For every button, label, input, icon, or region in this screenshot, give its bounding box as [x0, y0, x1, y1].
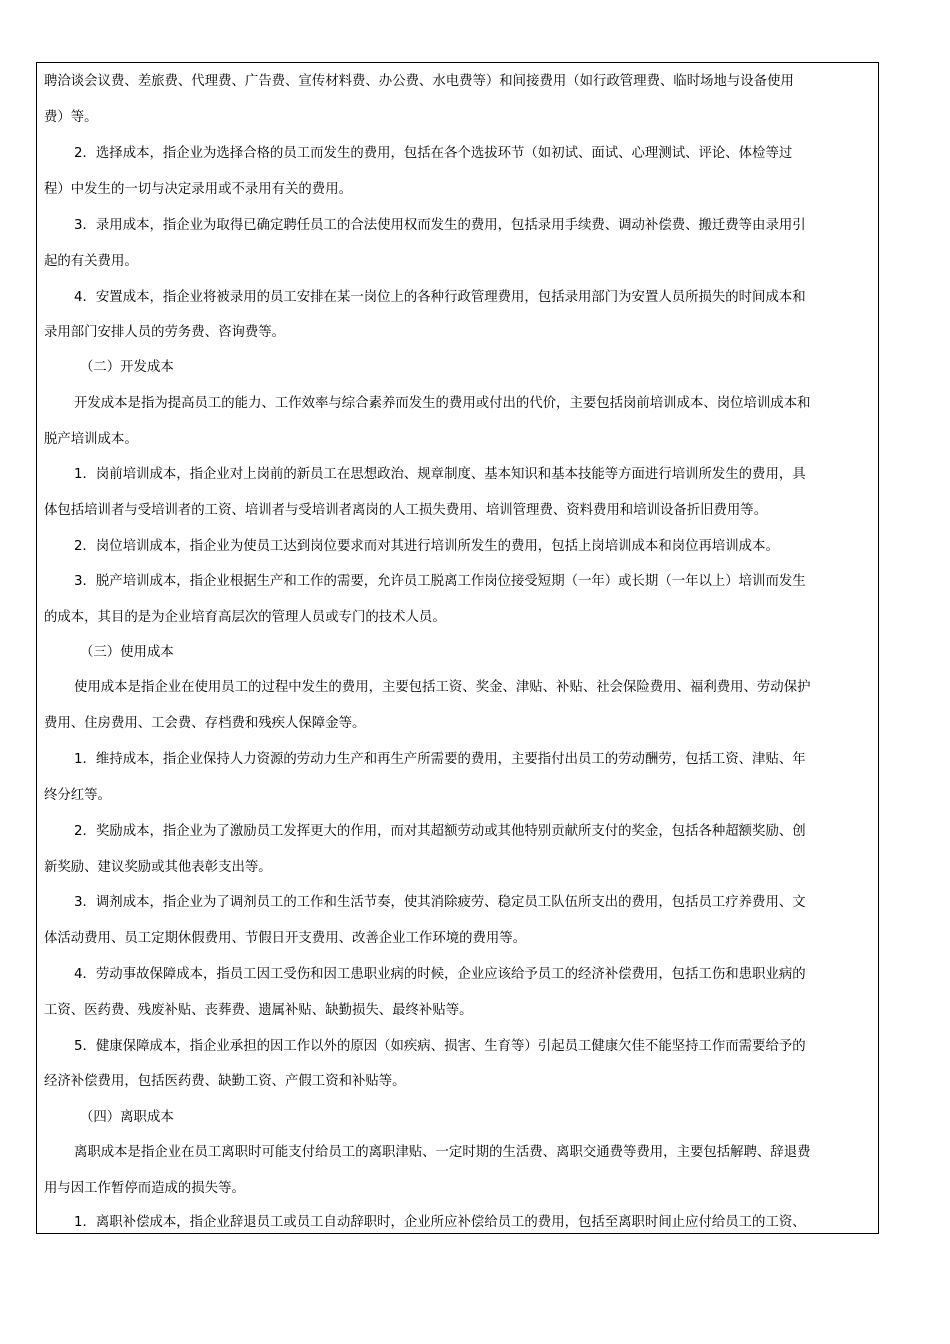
text-line: 起的有关费用。: [44, 254, 138, 269]
text-line: 费）等。: [44, 110, 98, 125]
text-line: 终分红等。: [44, 788, 111, 803]
text-line: 使用成本是指企业在使用员工的过程中发生的费用，主要包括工资、奖金、津贴、补贴、社会保险费用、福利费用、劳动保护: [74, 680, 811, 695]
text-line: 新奖励、建议奖励或其他表彰支出等。: [44, 860, 272, 875]
text-line: 录用部门安排人员的劳务费、咨询费等。: [44, 325, 286, 340]
text-line: 的成本，其目的是为企业培育高层次的管理人员或专门的技术人员。: [44, 610, 446, 625]
text-line: 脱产培训成本。: [44, 432, 138, 447]
text-line: 3．录用成本，指企业为取得已确定聘任员工的合法使用权而发生的费用，包括录用手续费、调动补偿费、搬迁费等由录用引: [74, 218, 806, 233]
text-line: 3．脱产培训成本，指企业根据生产和工作的需要，允许员工脱离工作岗位接受短期（一年）或长期（一年以上）培训而发生: [74, 574, 806, 589]
text-line: 5．健康保障成本，指企业承担的因工作以外的原因（如疾病、损害、生育等）引起员工健康欠佳不能坚持工作而需要给予的: [74, 1039, 806, 1054]
text-line: 程）中发生的一切与决定录用或不录用有关的费用。: [44, 182, 352, 197]
text-line: 2．奖励成本，指企业为了激励员工发挥更大的作用，而对其超额劳动或其他特别贡献所支付的奖金，包括各种超额奖励、创: [74, 824, 806, 839]
text-line: 体活动费用、员工定期休假费用、节假日开支费用、改善企业工作环境的费用等。: [44, 931, 527, 946]
text-line: 费用、住房费用、工会费、存档费和残疾人保障金等。: [44, 716, 366, 731]
text-line: 2．选择成本，指企业为选择合格的员工而发生的费用，包括在各个选拔环节（如初试、面试、心理测试、评论、体检等过: [74, 146, 793, 161]
section-heading: （三）使用成本: [80, 645, 174, 660]
text-line: 1．岗前培训成本，指企业对上岗前的新员工在思想政治、规章制度、基本知识和基本技能等方面进行培训所发生的费用，具: [74, 467, 806, 482]
text-line: 离职成本是指企业在员工离职时可能支付给员工的离职津贴、一定时期的生活费、离职交通费等费用，主要包括解聘、辞退费: [74, 1145, 811, 1160]
text-line: 体包括培训者与受培训者的工资、培训者与受培训者离岗的人工损失费用、培训管理费、资料费用和培训设备折旧费用等。: [44, 503, 768, 518]
text-line: 开发成本是指为提高员工的能力、工作效率与综合素养而发生的费用或付出的代价，主要包括岗前培训成本、岗位培训成本和: [74, 396, 811, 411]
text-line: 用与因工作暂停而造成的损失等。: [44, 1181, 245, 1196]
text-line: 1．维持成本，指企业保持人力资源的劳动力生产和再生产所需要的费用，主要指付出员工的劳动酬劳，包括工资、津贴、年: [74, 752, 806, 767]
text-line: 1．离职补偿成本，指企业辞退员工或员工自动辞职时，企业所应补偿给员工的费用，包括至离职时间止应付给员工的工资、: [74, 1215, 806, 1230]
text-line: 经济补偿费用，包括医药费、缺勤工资、产假工资和补贴等。: [44, 1074, 406, 1089]
text-line: 3．调剂成本，指企业为了调剂员工的工作和生活节奏，使其消除疲劳、稳定员工队伍所支出的费用，包括员工疗养费用、文: [74, 895, 806, 910]
text-line: 4．安置成本，指企业将被录用的员工安排在某一岗位上的各种行政管理费用，包括录用部门为安置人员所损失的时间成本和: [74, 290, 806, 305]
text-line: 聘洽谈会议费、差旅费、代理费、广告费、宣传材料费、办公费、水电费等）和间接费用（如行政管理费、临时场地与设备使用: [44, 74, 794, 89]
text-line: 4．劳动事故保障成本，指员工因工受伤和因工患职业病的时候，企业应该给予员工的经济补偿费用，包括工伤和患职业病的: [74, 967, 806, 982]
text-line: 工资、医药费、残废补贴、丧葬费、遗属补贴、缺勤损失、最终补贴等。: [44, 1003, 473, 1018]
text-line: 2．岗位培训成本，指企业为使员工达到岗位要求而对其进行培训所发生的费用，包括上岗培训成本和岗位再培训成本。: [74, 539, 779, 554]
section-heading: （四）离职成本: [80, 1110, 174, 1125]
section-heading: （二）开发成本: [80, 360, 174, 375]
